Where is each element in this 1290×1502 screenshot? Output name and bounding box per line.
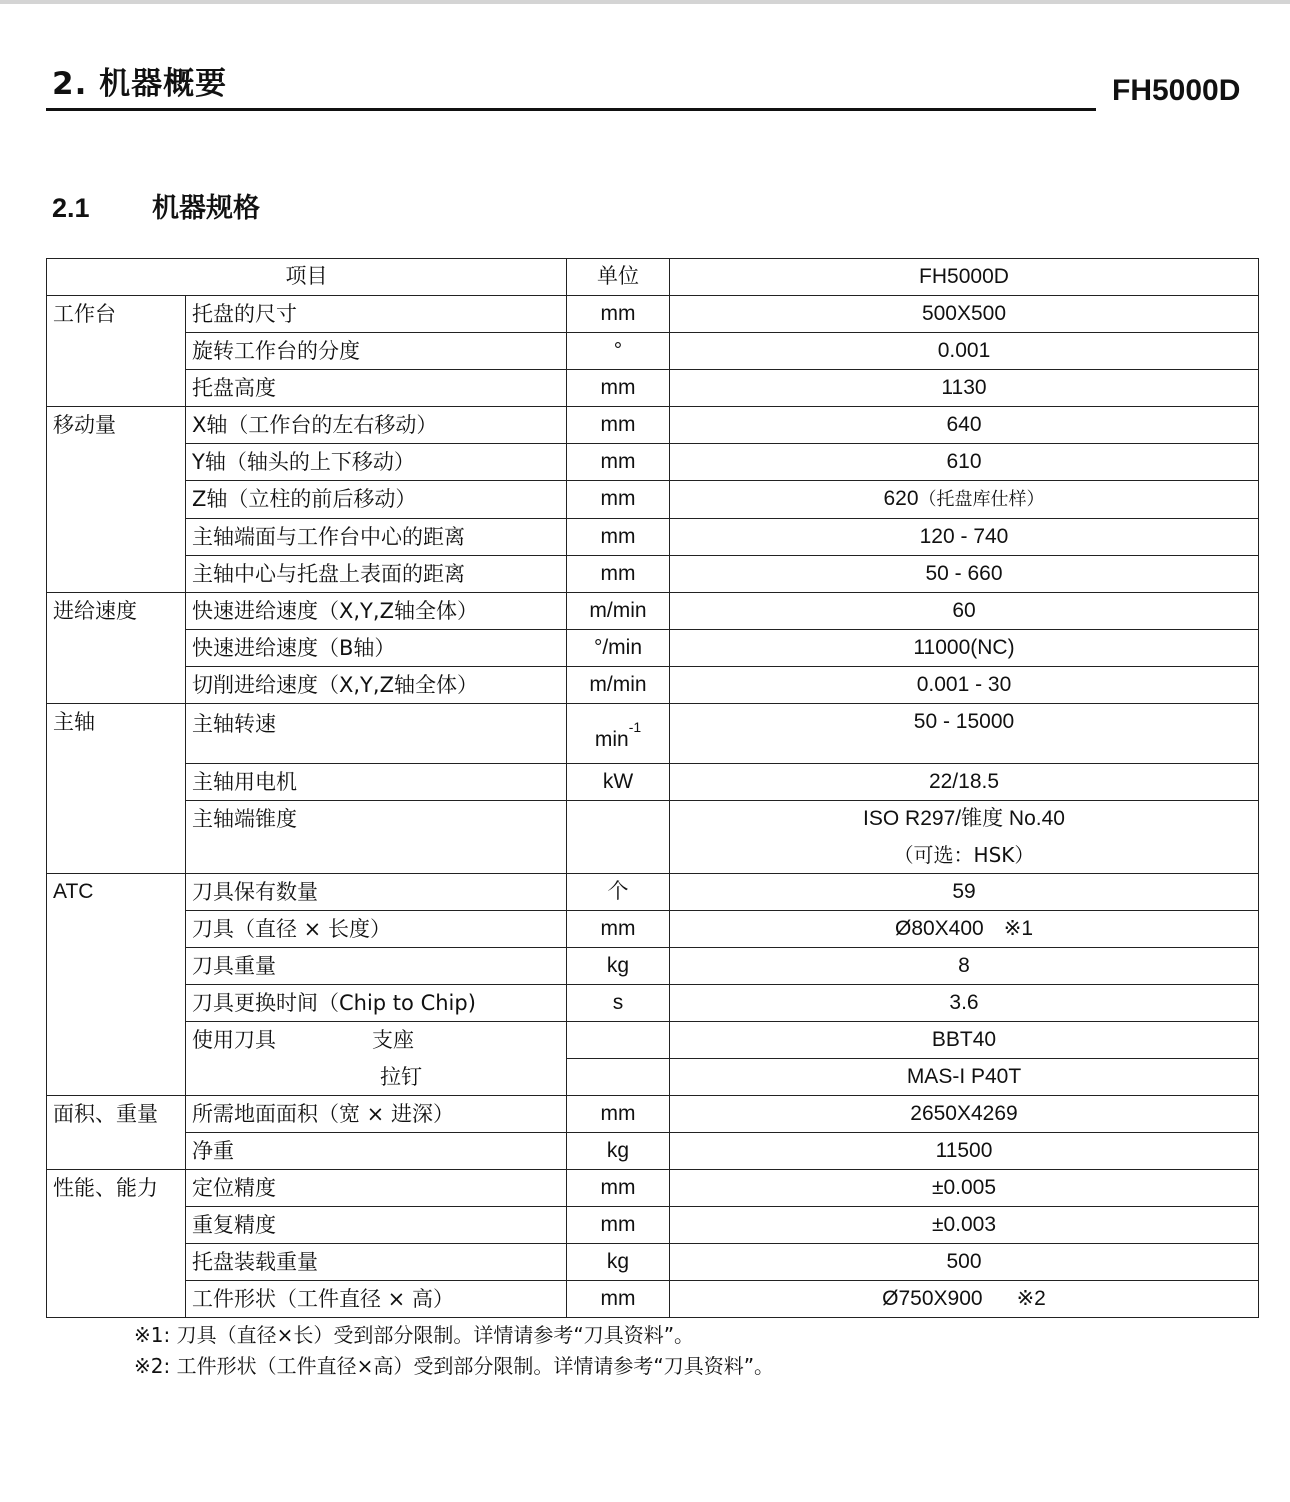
row-item: 切削进给速度（X,Y,Z轴全体）	[186, 667, 567, 704]
row-item: 工件形状（工件直径 × 高）	[186, 1281, 567, 1318]
row-value: 620	[883, 487, 919, 510]
row-value: 500X500	[670, 296, 1259, 333]
row-unit: mm	[567, 556, 670, 593]
row-item: 刀具（直径 × 长度）	[186, 911, 567, 948]
row-item: 刀具更换时间（Chip to Chip)	[186, 985, 567, 1022]
row-value-note: ※2	[1016, 1287, 1046, 1310]
table-row	[47, 1170, 1259, 1207]
row-unit: °	[567, 333, 670, 370]
row-item: 净重	[186, 1133, 567, 1170]
row-item: 主轴端面与工作台中心的距离	[186, 519, 567, 556]
row-unit: kg	[567, 1133, 670, 1170]
row-value: 3.6	[670, 985, 1259, 1022]
row-value: 11000(NC)	[670, 630, 1259, 667]
row-unit: mm	[567, 444, 670, 481]
table-row	[47, 370, 1259, 407]
row-item-cell	[186, 1059, 567, 1096]
model-name: FH5000D	[1112, 74, 1241, 107]
table-row	[47, 764, 1259, 801]
section-number: 2.1	[52, 193, 90, 223]
table-header-row	[47, 259, 1259, 296]
row-unit: mm	[567, 1281, 670, 1318]
row-item: 旋转工作台的分度	[186, 333, 567, 370]
row-unit: mm	[567, 1207, 670, 1244]
row-unit	[567, 1022, 670, 1059]
table-row	[47, 333, 1259, 370]
row-value: 60	[670, 593, 1259, 630]
row-item: Y轴（轴头的上下移动）	[186, 444, 567, 481]
row-unit: °/min	[567, 630, 670, 667]
row-value: Ø750X900	[882, 1287, 983, 1310]
table-row	[47, 704, 1259, 764]
row-value: Ø80X400	[894, 917, 984, 940]
row-item: 所需地面面积（宽 × 进深）	[186, 1096, 567, 1133]
row-value-cell	[670, 801, 1259, 874]
group-label: 工作台	[47, 296, 186, 407]
row-value: 0.001	[670, 333, 1259, 370]
row-item: 定位精度	[186, 1170, 567, 1207]
row-unit: mm	[567, 370, 670, 407]
row-item: 主轴端锥度	[186, 801, 567, 874]
row-item: 快速进给速度（B轴）	[186, 630, 567, 667]
row-value: 11500	[670, 1133, 1259, 1170]
row-value: ±0.003	[670, 1207, 1259, 1244]
row-value-note: ※1	[1003, 917, 1034, 940]
table-row	[47, 1281, 1259, 1318]
row-item: 刀具重量	[186, 948, 567, 985]
group-label: ATC	[47, 874, 186, 1096]
row-item: 托盘装载重量	[186, 1244, 567, 1281]
section-heading	[52, 186, 260, 225]
table-row	[47, 630, 1259, 667]
header-value: FH5000D	[670, 259, 1259, 296]
row-value: 640	[670, 407, 1259, 444]
group-label: 性能、能力	[47, 1170, 186, 1318]
row-value: 8	[670, 948, 1259, 985]
row-value: 1130	[670, 370, 1259, 407]
row-unit: kW	[567, 764, 670, 801]
section-title: 机器规格	[152, 193, 260, 224]
header-unit: 单位	[567, 259, 670, 296]
row-unit: mm	[567, 296, 670, 333]
table-row	[47, 874, 1259, 911]
row-unit: 个	[567, 874, 670, 911]
table-row	[47, 985, 1259, 1022]
row-item-cell	[186, 1022, 567, 1059]
row-unit: mm	[567, 911, 670, 948]
table-row	[47, 801, 1259, 874]
row-unit: mm	[567, 519, 670, 556]
footnote: ※1: 刀具（直径×长）受到部分限制。详情请参考“刀具资料”。	[134, 1323, 695, 1347]
row-item: 重复精度	[186, 1207, 567, 1244]
row-value: 610	[670, 444, 1259, 481]
header-item: 项目	[47, 259, 567, 296]
table-row	[47, 407, 1259, 444]
table-row	[47, 1096, 1259, 1133]
table-row	[47, 1059, 1259, 1096]
row-value-cell	[670, 1281, 1259, 1318]
row-item-sub: 支座	[372, 1028, 414, 1052]
row-item: X轴（工作台的左右移动）	[186, 407, 567, 444]
row-item: 主轴中心与托盘上表面的距离	[186, 556, 567, 593]
row-unit: mm	[567, 1170, 670, 1207]
table-row	[47, 481, 1259, 519]
table-row	[47, 1022, 1259, 1059]
row-unit: min	[594, 728, 629, 751]
spec-table	[46, 258, 1259, 1318]
row-unit: kg	[567, 948, 670, 985]
row-unit	[567, 1059, 670, 1096]
row-value: 0.001 - 30	[670, 667, 1259, 704]
table-row	[47, 667, 1259, 704]
group-label: 面积、重量	[47, 1096, 186, 1170]
row-unit: s	[567, 985, 670, 1022]
row-value: 120 - 740	[670, 519, 1259, 556]
row-item: 主轴转速	[186, 704, 567, 764]
row-value: 59	[670, 874, 1259, 911]
row-unit-exponent: -1	[628, 719, 642, 735]
row-value-line2: （可选：HSK）	[893, 843, 1035, 867]
row-item: 托盘的尺寸	[186, 296, 567, 333]
row-value-cell	[670, 911, 1259, 948]
row-item: 使用刀具	[192, 1028, 276, 1052]
footnote: ※2: 工件形状（工件直径×高）受到部分限制。详情请参考“刀具资料”。	[134, 1354, 775, 1378]
row-item: 刀具保有数量	[186, 874, 567, 911]
group-label: 主轴	[47, 704, 186, 874]
row-unit-cell	[567, 704, 670, 764]
table-row	[47, 1244, 1259, 1281]
table-row	[47, 1133, 1259, 1170]
row-value: ±0.005	[670, 1170, 1259, 1207]
table-row	[47, 556, 1259, 593]
table-row	[47, 911, 1259, 948]
page-title: 2. 机器概要	[52, 66, 228, 102]
group-label: 移动量	[47, 407, 186, 593]
row-item: 快速进给速度（X,Y,Z轴全体）	[186, 593, 567, 630]
row-unit: m/min	[567, 593, 670, 630]
table-row	[47, 948, 1259, 985]
row-value-cell	[670, 481, 1259, 519]
row-item-sub: 拉钉	[380, 1064, 422, 1089]
table-row	[47, 296, 1259, 333]
row-unit: mm	[567, 481, 670, 519]
row-unit: mm	[567, 1096, 670, 1133]
row-value: ISO R297/锥度 No.40	[863, 807, 1065, 830]
table-row	[47, 519, 1259, 556]
row-value: BBT40	[670, 1022, 1259, 1059]
row-value: 500	[670, 1244, 1259, 1281]
row-unit: m/min	[567, 667, 670, 704]
row-item: Z轴（立柱的前后移动）	[186, 481, 567, 519]
table-row	[47, 1207, 1259, 1244]
group-label: 进给速度	[47, 593, 186, 704]
row-value: 22/18.5	[670, 764, 1259, 801]
row-unit: kg	[567, 1244, 670, 1281]
row-item: 托盘高度	[186, 370, 567, 407]
row-value: 50 - 15000	[670, 704, 1259, 764]
row-value: MAS-I P40T	[670, 1059, 1259, 1096]
row-unit: mm	[567, 407, 670, 444]
row-item: 主轴用电机	[186, 764, 567, 801]
row-value: 2650X4269	[670, 1096, 1259, 1133]
row-value-note: （托盘库仕样）	[918, 489, 1045, 510]
row-unit	[567, 801, 670, 874]
row-value: 50 - 660	[670, 556, 1259, 593]
footnotes	[134, 1320, 774, 1382]
top-border	[0, 0, 1290, 4]
table-row	[47, 444, 1259, 481]
title-rule	[46, 108, 1096, 111]
table-row	[47, 593, 1259, 630]
